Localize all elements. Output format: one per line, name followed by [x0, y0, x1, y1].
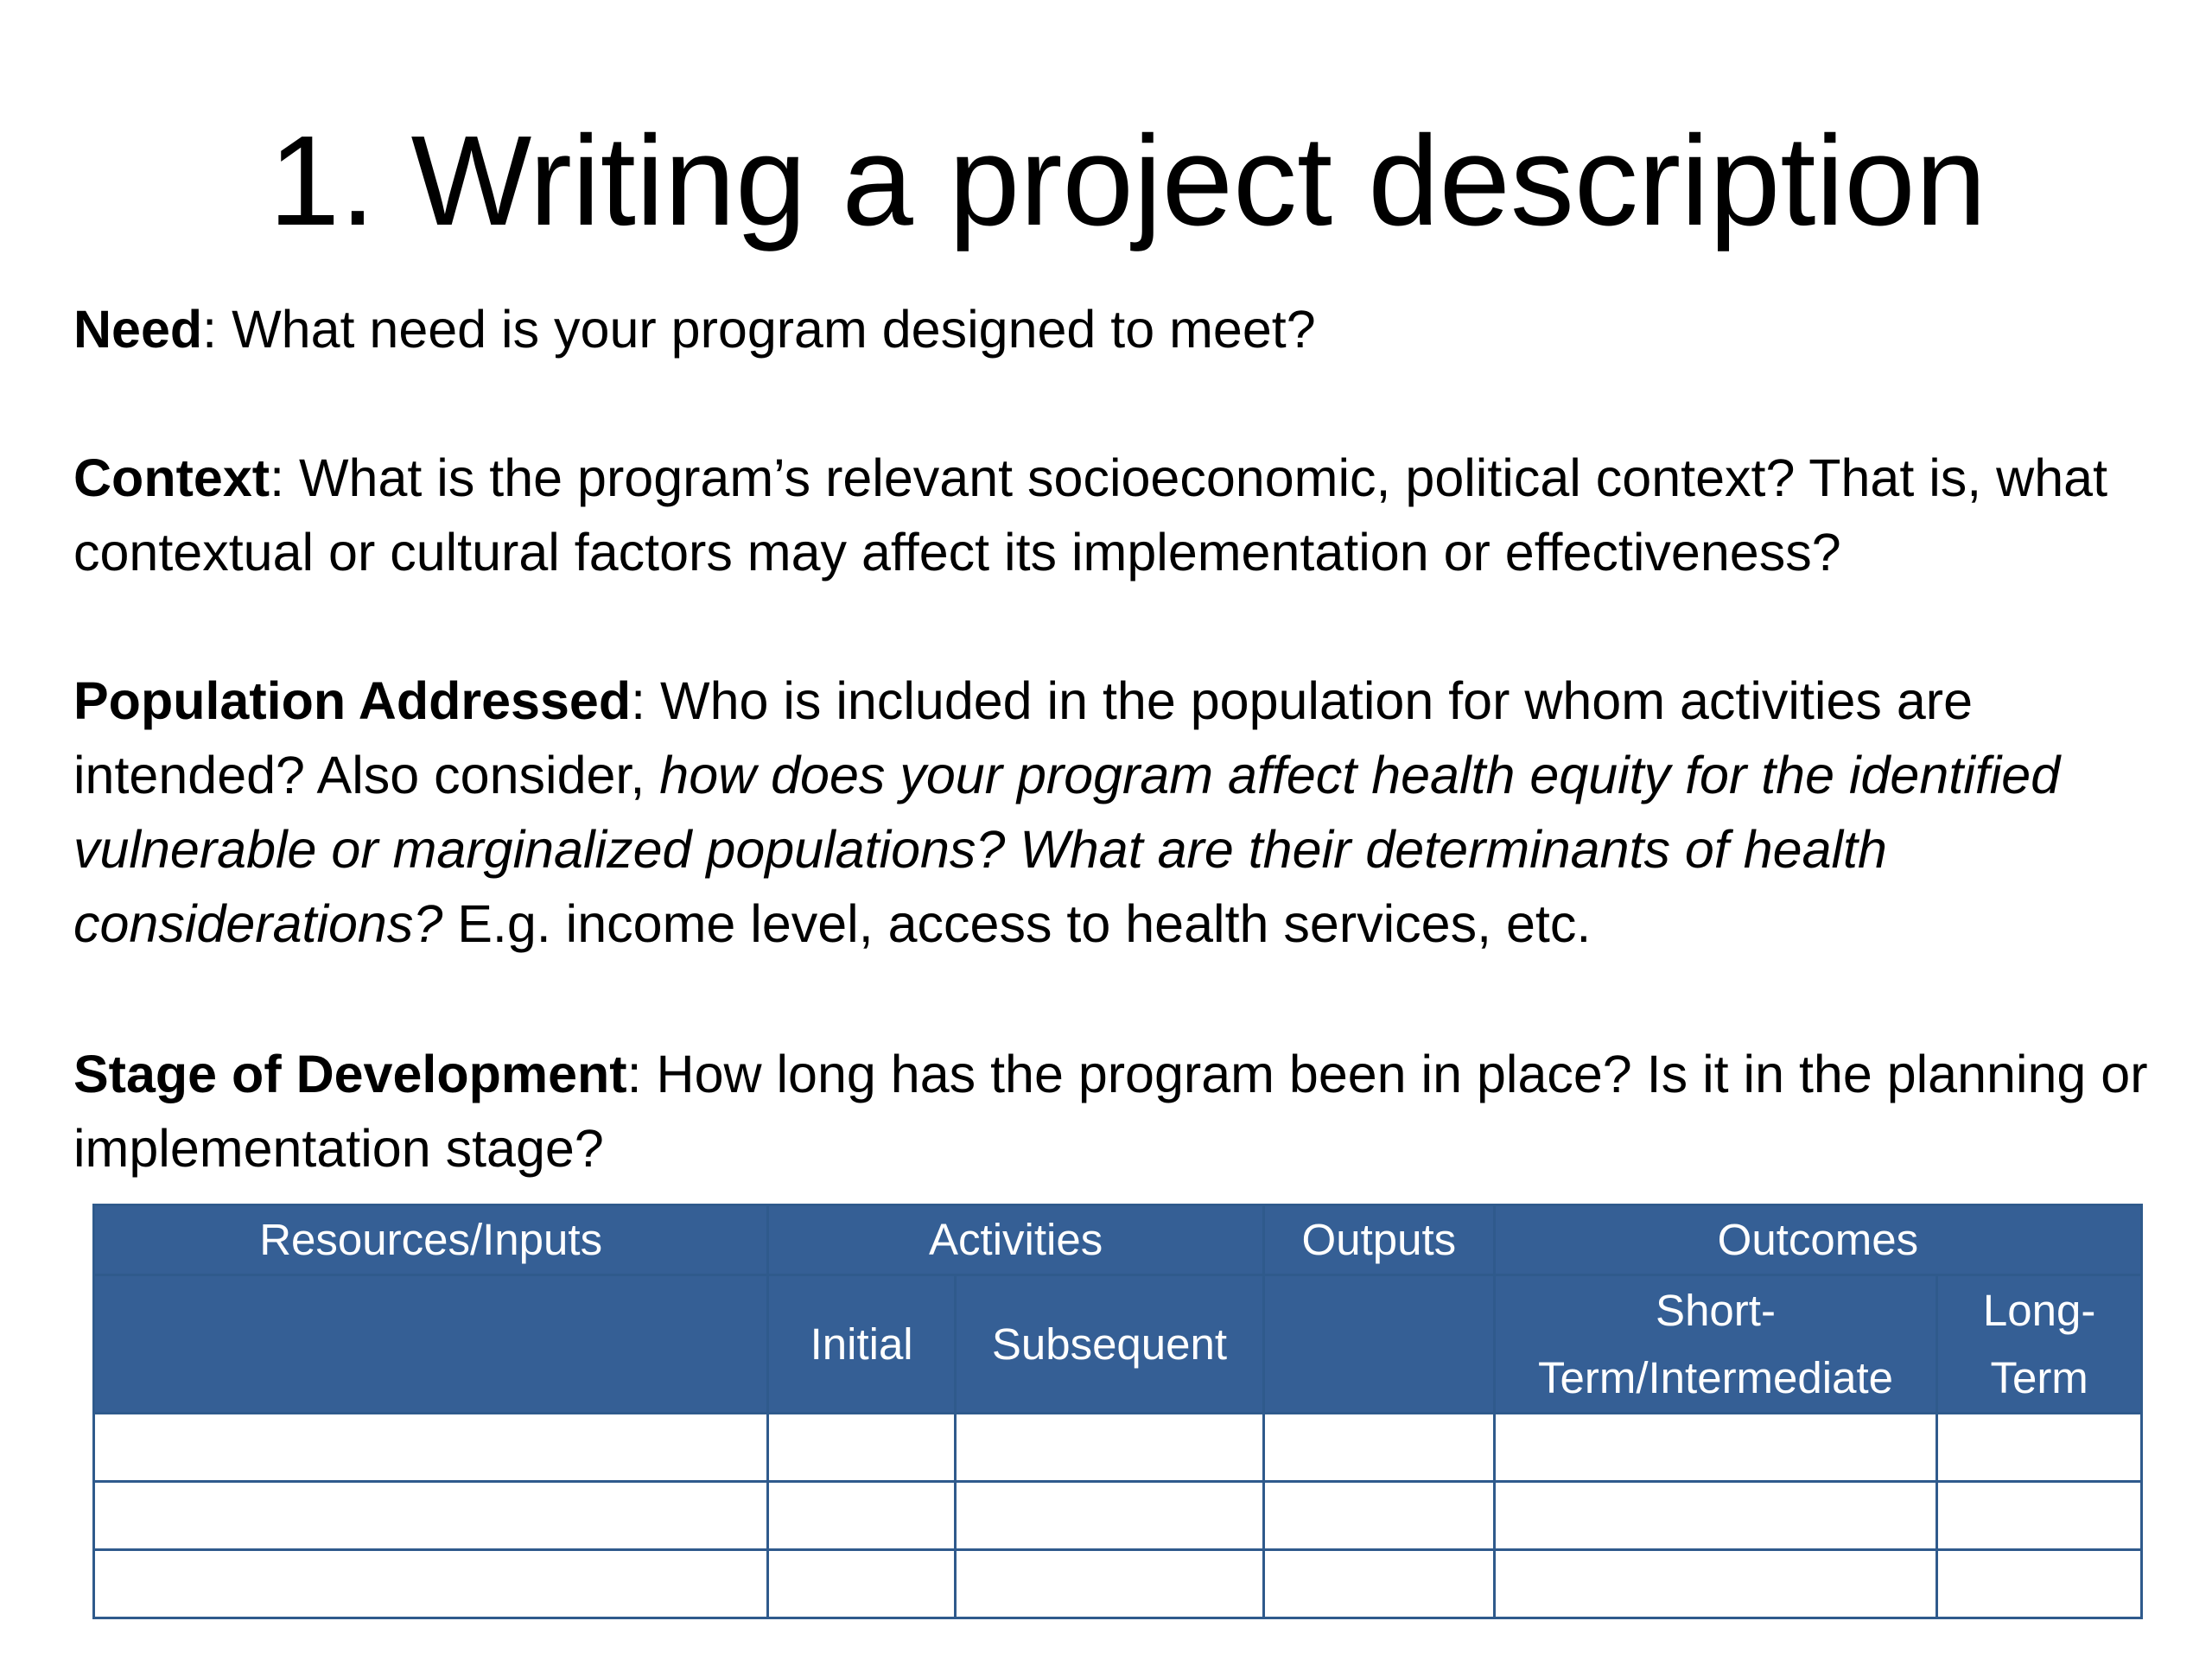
header-outcomes-long-line1: Long- [1982, 1285, 2096, 1335]
population-text-before: : Who is included in the population for whom activities are intended? Also consider, [73, 671, 1974, 804]
header-resources-inputs: Resources/Inputs [94, 1205, 768, 1275]
header-activities: Activities [768, 1205, 1264, 1275]
header-resources-sub-empty [94, 1275, 768, 1414]
table-cell[interactable] [1494, 1482, 1937, 1550]
table-cell[interactable] [1263, 1414, 1494, 1482]
slide-title: 1. Writing a project description [269, 110, 1986, 252]
population-italic-text: how does your program affect health equity for the identified vulnerable or marginalized populations? What are their determinants of health considerations? [73, 746, 2061, 953]
table-cell[interactable] [768, 1550, 956, 1618]
header-outcomes-long-line2: Term [1990, 1352, 2088, 1402]
context-paragraph [73, 441, 2164, 589]
population-paragraph [73, 664, 2164, 961]
header-outputs: Outputs [1263, 1205, 1494, 1275]
header-outcomes-short-term [1494, 1275, 1937, 1414]
context-text: : What is the program’s relevant socioeconomic, political context? That is, what contextual or cultural factors may affect its implementation or effectiveness? [73, 448, 2108, 582]
need-paragraph [73, 292, 2164, 366]
table-cell[interactable] [94, 1482, 768, 1550]
table-cell[interactable] [768, 1414, 956, 1482]
population-text-after: E.g. income level, access to health services, etc. [442, 894, 1592, 953]
header-outcomes-long-term [1937, 1275, 2142, 1414]
table-cell[interactable] [768, 1482, 956, 1550]
table-cell[interactable] [1937, 1482, 2142, 1550]
table-cell[interactable] [1494, 1550, 1937, 1618]
header-row-sub [94, 1275, 2142, 1414]
table-row [94, 1414, 2142, 1482]
table-cell[interactable] [1937, 1550, 2142, 1618]
table-cell[interactable] [94, 1414, 768, 1482]
table-cell[interactable] [955, 1550, 1263, 1618]
stage-label: Stage of Development [73, 1045, 627, 1103]
header-outputs-sub-empty [1263, 1275, 1494, 1414]
context-label: Context [73, 448, 270, 507]
table-cell[interactable] [94, 1550, 768, 1618]
header-activities-initial: Initial [768, 1275, 956, 1414]
header-row-top [94, 1205, 2142, 1275]
table-cell[interactable] [955, 1414, 1263, 1482]
population-label: Population Addressed [73, 671, 632, 730]
table-cell[interactable] [955, 1482, 1263, 1550]
table-row [94, 1482, 2142, 1550]
table-cell[interactable] [1494, 1414, 1937, 1482]
header-outcomes: Outcomes [1494, 1205, 2141, 1275]
header-outcomes-short-line1: Short- [1656, 1285, 1776, 1335]
need-text: : What need is your program designed to meet? [202, 300, 1316, 359]
table-cell[interactable] [1263, 1550, 1494, 1618]
logic-model-table [92, 1204, 2143, 1619]
stage-paragraph [73, 1037, 2164, 1185]
table-row [94, 1550, 2142, 1618]
header-outcomes-short-line2: Term/Intermediate [1538, 1352, 1893, 1402]
table-cell[interactable] [1937, 1414, 2142, 1482]
table-cell[interactable] [1263, 1482, 1494, 1550]
header-activities-subsequent: Subsequent [955, 1275, 1263, 1414]
need-label: Need [73, 300, 203, 359]
stage-text: : How long has the program been in place? Is it in the planning or implementation stage? [73, 1045, 2148, 1178]
